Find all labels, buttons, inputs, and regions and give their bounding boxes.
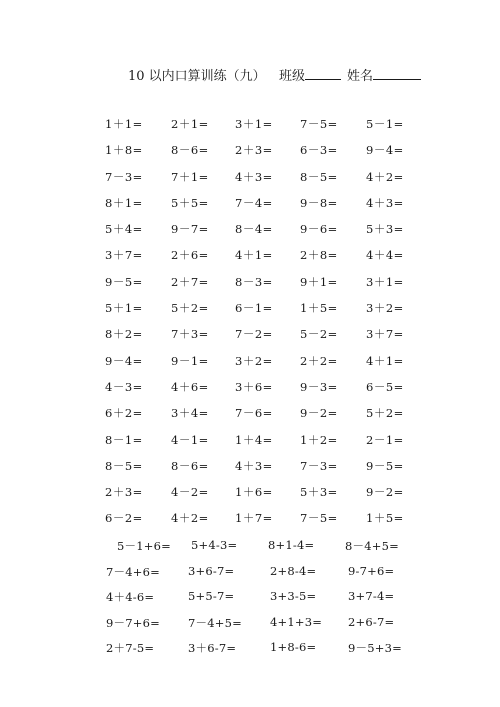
problem-item: 9－5= (366, 458, 404, 473)
problem-item: 9－4= (366, 143, 404, 158)
mixed-problem-item: 2+8-4= (270, 563, 317, 578)
name-blank-line (373, 67, 421, 80)
mixed-problem-item: 8－4+5= (345, 539, 399, 553)
problem-item: 7－3= (300, 458, 338, 473)
problem-row (0, 221, 500, 247)
problem-item: 5＋2= (171, 301, 209, 316)
mixed-problem-item: 5+4-3= (191, 538, 238, 552)
problem-item: 3＋7= (366, 327, 404, 342)
problem-row (0, 353, 500, 379)
problem-item: 6－2= (105, 511, 143, 526)
problem-item: 4＋2= (171, 511, 209, 526)
mixed-problem-item: 3＋6-7= (188, 641, 237, 655)
mixed-problem-item: 1+8-6= (270, 640, 317, 654)
problem-item: 4－1= (171, 432, 209, 447)
problem-item: 4＋3= (235, 169, 273, 184)
problem-item: 2＋2= (300, 353, 338, 368)
problem-item: 2＋3= (235, 143, 273, 158)
problem-item: 2＋6= (171, 248, 209, 263)
problem-item: 9－6= (300, 222, 338, 237)
mixed-problem-row (0, 564, 500, 590)
mixed-problem-item: 5－1+6= (117, 539, 171, 553)
problem-item: 2＋1= (171, 117, 209, 131)
mixed-problem-item: 2+6-7= (348, 614, 395, 629)
mixed-problem-item: 3+6-7= (188, 563, 235, 578)
mixed-problem-item: 4+1+3= (270, 614, 323, 629)
problem-item: 5－2= (300, 327, 338, 342)
problem-item: 4－3= (105, 379, 143, 394)
name-label: 姓名 (347, 69, 374, 84)
problem-item: 8＋2= (105, 327, 143, 342)
problem-item: 8＋1= (105, 195, 143, 210)
problem-item: 1＋5= (366, 511, 404, 526)
problem-item: 7－4= (235, 195, 273, 210)
problem-item: 7－3= (105, 169, 143, 184)
mixed-problem-item: 3+7-4= (348, 589, 395, 603)
problem-item: 1＋8= (105, 143, 143, 158)
problem-item: 5＋3= (300, 485, 338, 500)
problem-item: 9－2= (366, 485, 404, 500)
problem-item: 1＋4= (235, 432, 273, 447)
problem-row (0, 247, 500, 273)
problem-item: 9＋1= (300, 274, 338, 289)
mixed-problem-row (0, 640, 500, 666)
problem-item: 7－6= (235, 406, 273, 421)
problem-row (0, 300, 500, 326)
problem-item: 3＋2= (366, 301, 404, 316)
worksheet-title: 10 以内口算训练（九） (128, 69, 266, 84)
mixed-problem-item: 7－4+5= (188, 615, 242, 630)
problem-item: 3＋7= (105, 248, 143, 263)
problem-row (0, 142, 500, 168)
problem-item: 1＋2= (300, 432, 338, 447)
problem-row (0, 458, 500, 484)
problem-row (0, 326, 500, 352)
mixed-problem-item: 5+5-7= (188, 589, 235, 603)
problem-item: 7＋1= (171, 169, 209, 184)
mixed-problems-grid (0, 538, 500, 666)
problem-row (0, 484, 500, 510)
problem-row (0, 405, 500, 431)
mixed-problem-row (0, 538, 500, 564)
problem-item: 8－6= (171, 458, 209, 473)
name-field (347, 65, 421, 84)
worksheet-header (0, 65, 500, 85)
problem-item: 2＋3= (105, 485, 143, 500)
problem-item: 9－4= (105, 353, 143, 368)
problem-item: 8－4= (235, 222, 273, 237)
problem-item: 9－5= (105, 274, 143, 289)
problem-item: 7－5= (300, 117, 338, 131)
problem-row (0, 379, 500, 405)
problem-item: 4－2= (171, 485, 209, 500)
problem-item: 5＋1= (105, 301, 143, 316)
problem-item: 4＋4= (366, 248, 404, 263)
problem-item: 8－5= (300, 169, 338, 184)
problem-item: 8－5= (105, 458, 143, 473)
problem-item: 6－5= (366, 379, 404, 394)
problem-item: 2－1= (366, 432, 404, 447)
problem-item: 2＋7= (171, 274, 209, 289)
problem-item: 4＋3= (235, 458, 273, 473)
mixed-problem-item: 3+3-5= (270, 589, 317, 603)
problem-item: 1＋7= (235, 511, 273, 526)
problem-item: 3＋6= (235, 379, 273, 394)
mixed-problem-item: 2＋7-5= (106, 641, 155, 655)
simple-problems-grid (0, 116, 500, 537)
problem-item: 3＋1= (366, 274, 404, 289)
mixed-problem-item: 9－5+3= (348, 641, 402, 655)
problem-item: 6＋2= (105, 406, 143, 421)
problem-item: 7－2= (235, 327, 273, 342)
problem-row (0, 274, 500, 300)
problem-item: 8－3= (235, 274, 273, 289)
mixed-problem-item: 7－4+6= (106, 564, 160, 579)
problem-item: 9－2= (300, 406, 338, 421)
problem-item: 3＋1= (235, 117, 273, 131)
class-blank-line (305, 67, 341, 80)
problem-row (0, 116, 500, 142)
problem-item: 5＋2= (366, 406, 404, 421)
mixed-problem-item: 9-7+6= (348, 563, 395, 578)
problem-item: 4＋1= (235, 248, 273, 263)
problem-item: 5－1= (366, 117, 404, 131)
problem-item: 4＋6= (171, 379, 209, 394)
class-label: 班级 (279, 69, 306, 84)
problem-item: 8－6= (171, 143, 209, 158)
problem-item: 5＋4= (105, 222, 143, 237)
problem-item: 6－3= (300, 143, 338, 158)
problem-item: 6－1= (235, 301, 273, 316)
problem-item: 5＋5= (171, 195, 209, 210)
problem-item: 7＋3= (171, 327, 209, 342)
problem-item: 1＋5= (300, 301, 338, 316)
problem-item: 2＋8= (300, 248, 338, 263)
problem-item: 3＋4= (171, 406, 209, 421)
problem-item: 9－7= (171, 222, 209, 237)
mixed-problem-item: 8+1-4= (268, 538, 315, 552)
problem-item: 9－1= (171, 353, 209, 368)
problem-item: 1＋1= (105, 117, 143, 131)
problem-item: 9－8= (300, 195, 338, 210)
problem-row (0, 510, 500, 536)
mixed-problem-row (0, 589, 500, 615)
mixed-problem-item: 4＋4-6= (106, 590, 155, 604)
problem-item: 1＋6= (235, 485, 273, 500)
problem-item: 9－3= (300, 379, 338, 394)
problem-row (0, 169, 500, 195)
problem-item: 4＋1= (366, 353, 404, 368)
problem-item: 8－1= (105, 432, 143, 447)
problem-item: 4＋3= (366, 195, 404, 210)
mixed-problem-row (0, 615, 500, 641)
problem-row (0, 195, 500, 221)
problem-item: 7－5= (300, 511, 338, 526)
problem-item: 3＋2= (235, 353, 273, 368)
problem-item: 4＋2= (366, 169, 404, 184)
problem-item: 5＋3= (366, 222, 404, 237)
class-field (279, 65, 341, 84)
mixed-problem-item: 9－7+6= (106, 615, 160, 630)
problem-row (0, 432, 500, 458)
